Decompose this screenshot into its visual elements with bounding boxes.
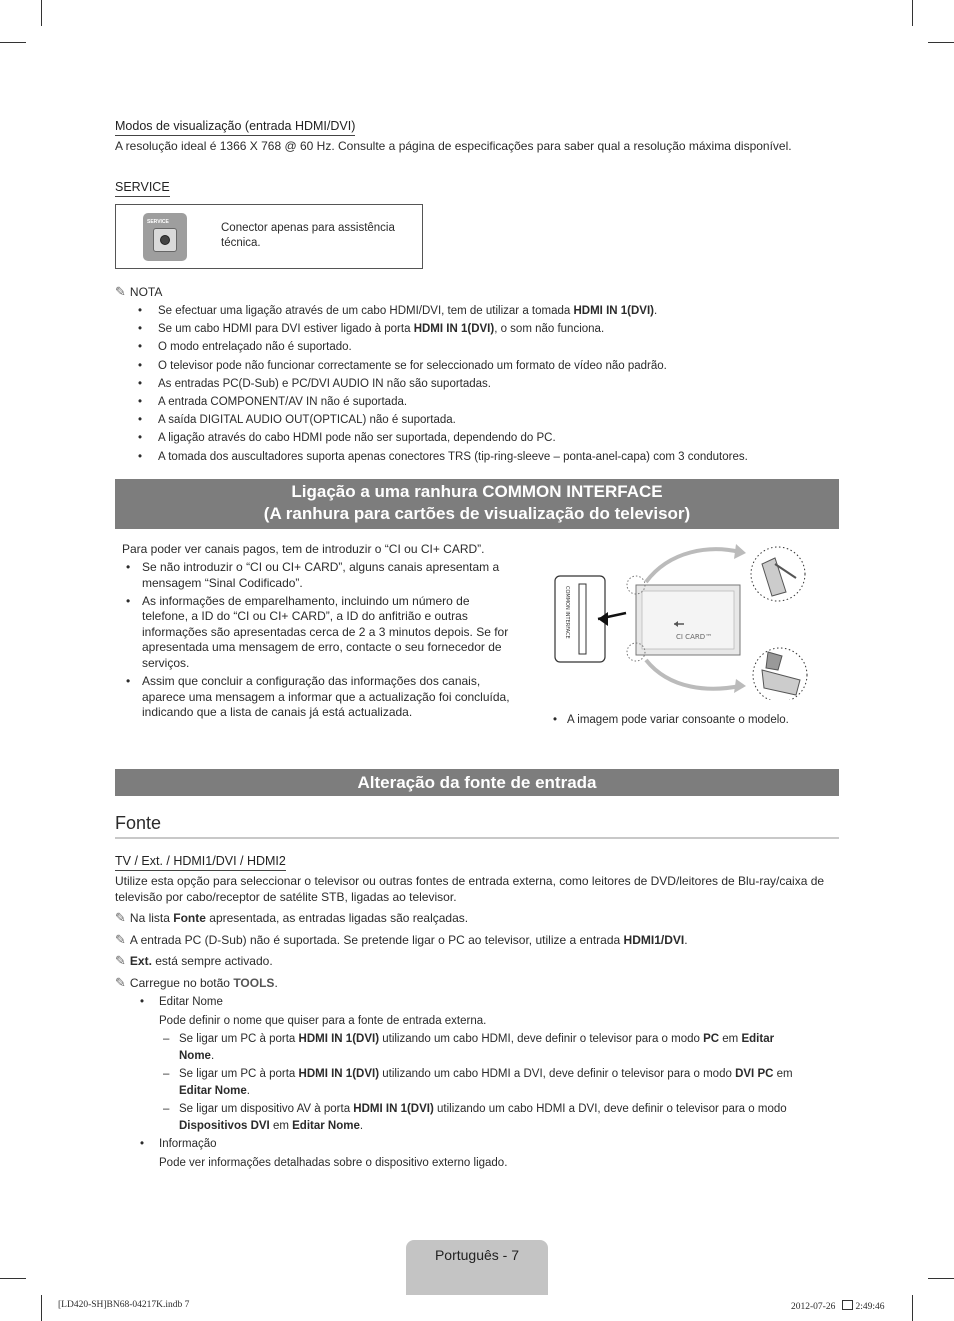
hdmi-heading: Modos de visualização (entrada HDMI/DVI)	[115, 119, 355, 136]
editar-nome-detail: – Se ligar um PC à porta HDMI IN 1(DVI) utilizando um cabo HDMI a DVI, deve definir o televisor para o modo DVI PC em Editar Nome.	[115, 1066, 845, 1099]
crop-mark	[928, 42, 954, 43]
pencil-icon: ✎	[115, 953, 126, 968]
note-item: ✎ A entrada PC (D-Sub) não é suportada. Se pretende ligar o PC ao televisor, utilize a entrada HDMI1/DVI.	[115, 931, 688, 947]
nota-item: • Se efectuar uma ligação através de um cabo HDMI/DVI, tem de utilizar a tomada HDMI IN 1(DVI).	[115, 302, 839, 320]
crop-mark	[912, 0, 913, 26]
note-item: ✎ Ext. está sempre activado.	[115, 953, 273, 968]
pencil-icon: ✎	[115, 284, 126, 299]
ci-slot	[579, 584, 586, 654]
option-informacao: • Informação	[140, 1138, 217, 1150]
crop-mark	[41, 1295, 42, 1321]
crop-mark	[928, 1278, 954, 1279]
ci-intro: Para poder ver canais pagos, tem de introduzir o “CI ou CI+ CARD”.	[122, 542, 485, 556]
ci-item: • Se não introduzir o “CI ou CI+ CARD”, alguns canais apresentam a mensagem “Sinal Codificado”.	[122, 560, 517, 591]
service-section	[115, 178, 170, 197]
editar-nome-detail: – Se ligar um dispositivo AV à porta HDMI IN 1(DVI) utilizando um cabo HDMI a DVI, deve definir o televisor para o modo Dispositivos DVI em Editar Nome.	[115, 1101, 845, 1134]
ci-item: • Assim que concluir a configuração das informações dos canais, aparece uma mensagem a informar que a actualização foi concluída, indicando que a lista de canais já está actualizada.	[122, 674, 517, 721]
pencil-icon: ✎	[115, 931, 126, 947]
ci-slot-label: COMMON INTERFACE	[564, 586, 570, 639]
service-desc: Conector apenas para assistência técnica.	[221, 222, 395, 249]
fonte-title: Fonte	[115, 812, 839, 839]
image-note: • A imagem pode variar consoante o modelo.	[553, 714, 789, 726]
informacao-desc: Pode ver informações detalhadas sobre o dispositivo externo ligado.	[159, 1156, 508, 1169]
hdmi-section	[115, 117, 355, 136]
service-heading: SERVICE	[115, 180, 170, 197]
note-item: ✎ Na lista Fonte apresentada, as entradas ligadas são realçadas.	[115, 910, 469, 925]
crop-mark	[0, 42, 26, 43]
service-port-label: SERVICE	[147, 219, 169, 225]
source-bar: Alteração da fonte de entrada	[115, 769, 839, 796]
source-sub-section	[115, 852, 286, 871]
ci-list	[122, 560, 517, 723]
box-glyph-icon	[842, 1300, 853, 1310]
nota-list	[115, 302, 839, 466]
page-tab	[406, 1240, 548, 1295]
ci-title-line2: (A ranhura para cartões de visualização do televisor)	[263, 504, 691, 523]
footer-file: [LD420-SH]BN68-04217K.indb 7	[58, 1300, 190, 1310]
hdmi-text: A resolução ideal é 1366 X 768 @ 60 Hz. Consulte a página de especificações para saber qual a resolução máxima disponível.	[115, 139, 792, 153]
ci-item: • As informações de emparelhamento, incluindo um número de telefone, a ID do “CI ou CI+ CARD”, a ID do anfitrião e outras informações são apresentadas cerca de 2 a 3 minutos depois. Se for apresentada uma mensagem de erro, contacte o seu fornecedor de serviços.	[122, 594, 517, 672]
note-list	[115, 910, 845, 993]
pencil-icon: ✎	[115, 974, 126, 990]
nota-item: • A saída DIGITAL AUDIO OUT(OPTICAL) não é suportada.	[115, 411, 839, 429]
ci-title-bar	[115, 479, 839, 529]
editar-nome-desc: Pode definir o nome que quiser para a fonte de entrada externa.	[159, 1014, 487, 1027]
ci-card-label: CI CARD™	[676, 633, 713, 641]
nota-item: • A entrada COMPONENT/AV IN não é suportada.	[115, 393, 839, 411]
options-list	[115, 994, 845, 1171]
crop-mark	[41, 0, 42, 26]
nota-item: • Se um cabo HDMI para DVI estiver ligado à porta HDMI IN 1(DVI), o som não funciona.	[115, 320, 839, 338]
nota-heading: ✎ NOTA	[115, 284, 163, 299]
service-box	[115, 204, 423, 269]
pencil-icon: ✎	[115, 910, 126, 925]
ci-title-line1: Ligação a uma ranhura COMMON INTERFACE	[291, 482, 663, 501]
source-text: Utilize esta opção para seleccionar o televisor ou outras fontes de entrada externa, como leitores de DVD/leitores de Blu-ray/caixa de televisão por cabo/receptor de satélite STB, ligadas ao televisor.	[115, 874, 825, 904]
editar-nome-detail: – Se ligar um PC à porta HDMI IN 1(DVI) utilizando um cabo HDMI, deve definir o televisor para o modo PC em Editar Nome.	[115, 1031, 845, 1064]
nota-item: • O modo entrelaçado não é suportado.	[115, 338, 839, 356]
ci-card-illustration	[550, 540, 815, 700]
crop-mark	[0, 1278, 26, 1279]
page-label: Português - 7	[434, 1247, 520, 1263]
service-port-icon	[143, 213, 187, 261]
nota-item: • A ligação através do cabo HDMI pode não ser suportada, dependendo do PC.	[115, 429, 839, 447]
footer-datetime: 2012-07-26 2:49:46	[791, 1302, 885, 1312]
crop-mark	[912, 1295, 913, 1321]
service-jack-icon	[153, 228, 177, 252]
nota-item: • As entradas PC(D-Sub) e PC/DVI AUDIO IN não são suportadas.	[115, 375, 839, 393]
note-item: ✎ Carregue no botão TOOLS.	[115, 974, 278, 990]
nota-item: • O televisor pode não funcionar correctamente se for seleccionado um formato de vídeo não padrão.	[115, 357, 839, 375]
source-sub-heading: TV / Ext. / HDMI1/DVI / HDMI2	[115, 854, 286, 871]
nota-item: • A tomada dos auscultadores suporta apenas conectores TRS (tip-ring-sleeve – ponta-anel-capa) com 3 condutores.	[115, 448, 839, 466]
option-editar-nome: • Editar Nome	[140, 996, 223, 1008]
